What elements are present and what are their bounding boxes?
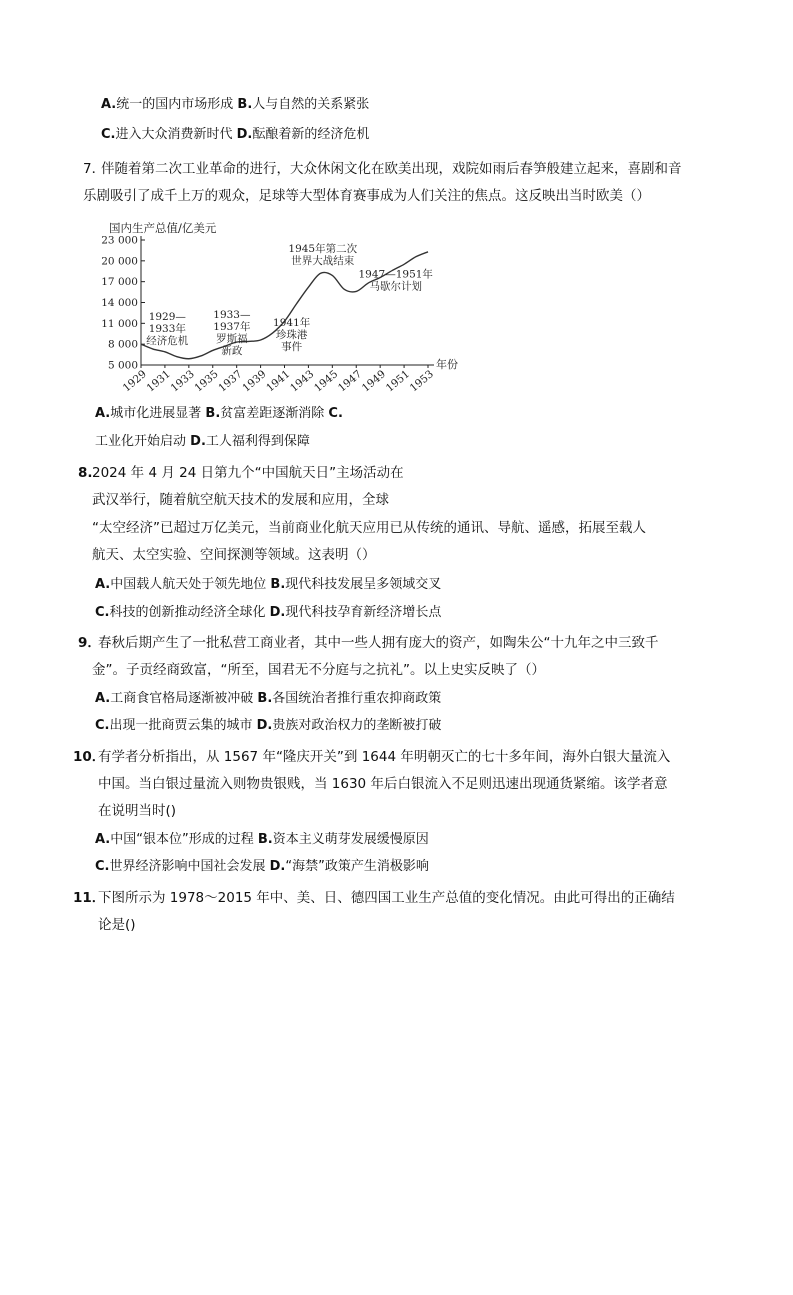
option-a-text: 统一的国内市场形成 — [116, 97, 234, 112]
option-d-text: “海禁”政策产生消极影响 — [285, 859, 429, 874]
option-b-text: 人与自然的关系紧张 — [252, 97, 370, 112]
x-tick-label: 1937 — [216, 368, 245, 395]
x-tick-label: 1951 — [383, 368, 413, 395]
question-11-stem-line-1: 下图所示为 1978～2015 年中、美、日、德四国工业生产总值的变化情况。由此可得出的正确结 — [98, 890, 675, 906]
gdp-line-chart — [90, 218, 470, 396]
chart-annotation — [146, 311, 188, 347]
question-10-stem-line-3: 在说明当时() — [98, 803, 177, 819]
option-label: B. — [257, 832, 273, 847]
x-tick-label: 1939 — [240, 368, 269, 395]
q7-options-line-1 — [95, 405, 343, 423]
option-label: A. — [95, 832, 111, 847]
option-d-text: 现代科技孕育新经济增长点 — [285, 605, 442, 620]
annotation-line: 经济危机 — [146, 334, 189, 347]
option-b-text: 资本主义萌芽发展缓慢原因 — [272, 832, 429, 847]
option-label: C. — [101, 127, 116, 142]
x-tick-label: 1949 — [359, 368, 389, 395]
option-d-text: 工人福利得到保障 — [205, 434, 310, 449]
option-b-text: 贫富差距逐渐消除 — [220, 406, 325, 421]
option-d-text: 酝酿着新的经济危机 — [252, 127, 370, 142]
question-9-stem-line-2: 金”。子贡经商致富，“所至，国君无不分庭与之抗礼”。以上史实反映了（） — [92, 662, 545, 678]
y-tick-label: 14 000 — [101, 297, 138, 309]
question-7-stem-line-2: 乐剧吸引了成千上万的观众，足球等大型体育赛事成为人们关注的焦点。这反映出当时欧美（） — [83, 188, 650, 204]
option-c-text: 出现一批商贾云集的城市 — [109, 718, 253, 733]
option-label: D. — [190, 434, 206, 449]
question-10-stem-line-2: 中国。当白银过量流入则物贵银贱，当 1630 年后白银流入不足则迅速出现通货紧缩。该学者意 — [98, 776, 668, 792]
option-c-text: 进入大众消费新时代 — [115, 127, 233, 142]
question-11-number: 11． — [73, 890, 106, 906]
annotation-line: 1937年 — [213, 320, 251, 333]
chart-annotation — [273, 316, 311, 353]
option-label: A. — [101, 97, 117, 112]
q7-options-line-2 — [95, 433, 310, 451]
option-label: D. — [236, 127, 253, 142]
x-tick-label: 1933 — [168, 368, 197, 395]
question-8-stem-line-2: 武汉举行，随着航空航天技术的发展和应用，全球 — [92, 492, 389, 508]
option-c-text: 工业化开始启动 — [95, 434, 187, 449]
annotation-line: 1947—1951年 — [358, 268, 433, 281]
x-tick-label: 1931 — [144, 368, 173, 395]
annotation-line: 1933年 — [148, 322, 186, 335]
question-11-stem-line-2: 论是() — [98, 917, 136, 933]
annotation-line: 珍珠港 — [275, 329, 308, 342]
q10-options-cd — [95, 858, 429, 876]
chart-annotation — [288, 242, 357, 267]
option-a-text: 中国“银本位”形成的过程 — [110, 832, 254, 847]
option-label: C. — [328, 406, 343, 421]
chart-x-ticks — [121, 357, 458, 394]
y-tick-label: 23 000 — [101, 234, 138, 247]
y-tick-label: 20 000 — [101, 255, 138, 268]
q9-options-ab — [95, 690, 441, 708]
chart-y-ticks — [101, 235, 145, 372]
annotation-line: 事件 — [281, 341, 303, 354]
option-label: D. — [256, 718, 273, 733]
option-label: A. — [95, 691, 111, 706]
option-c-text: 世界经济影响中国社会发展 — [109, 859, 266, 874]
option-label: C. — [95, 718, 110, 733]
question-8-stem-line-4: 航天、太空实验、空间探测等领域。这表明（） — [92, 547, 376, 563]
option-label: A. — [95, 577, 111, 592]
x-tick-label: 1935 — [192, 368, 221, 395]
x-tick-label: 1953 — [407, 368, 436, 395]
q6-options-cd — [101, 126, 369, 144]
question-10-number: 10． — [73, 749, 106, 765]
option-label: B. — [270, 577, 286, 592]
annotation-line: 罗斯福 — [216, 332, 248, 345]
annotation-line: 1945年第二次 — [288, 242, 358, 255]
x-tick-label: 1943 — [288, 368, 317, 395]
y-tick-label: 5 000 — [107, 359, 138, 372]
y-tick-label: 11 000 — [101, 317, 138, 330]
q8-options-ab — [95, 576, 441, 594]
question-9-stem-line-1: 春秋后期产生了一批私营工商业者，其中一些人拥有庞大的资产，如陶朱公“十九年之中三致千 — [98, 635, 659, 651]
option-label: B. — [237, 97, 253, 112]
question-7-stem-line-1: 伴随着第二次工业革命的进行，大众休闲文化在欧美出现，戏院如雨后春笋般建立起来，喜剧和音 — [101, 161, 682, 177]
annotation-line: 世界大战结束 — [291, 254, 355, 267]
x-tick-label: 1941 — [264, 368, 293, 395]
question-8-number: 8. — [78, 465, 93, 481]
chart-annotation — [358, 268, 433, 293]
x-tick-label: 1945 — [312, 368, 341, 395]
option-label: D. — [269, 605, 286, 620]
annotation-line: 1929— — [148, 310, 186, 323]
annotation-line: 1941年 — [273, 317, 311, 330]
question-8-stem-line-1: 2024 年 4 月 24 日第九个“中国航天日”主场活动在 — [92, 465, 404, 481]
option-label: B. — [257, 691, 273, 706]
option-a-text: 中国载人航天处于领先地位 — [110, 577, 267, 592]
y-tick-label: 17 000 — [101, 276, 138, 289]
annotation-line: 新政 — [221, 344, 243, 357]
x-axis-label: 年份 — [436, 358, 458, 371]
option-c-text: 科技的创新推动经济全球化 — [109, 605, 266, 620]
chart-y-axis-label: 国内生产总值/亿美元 — [109, 221, 217, 235]
question-7-number: 7． — [83, 161, 106, 177]
question-10-stem-line-1: 有学者分析指出，从 1567 年“隆庆开关”到 1644 年明朝灭亡的七十多年间，海外白银大量流入 — [98, 749, 671, 765]
option-label: C. — [95, 605, 110, 620]
option-b-text: 各国统治者推行重农抑商政策 — [272, 691, 442, 706]
question-8-stem-line-3: “太空经济”已超过万亿美元，当前商业化航天应用已从传统的通讯、导航、遥感，拓展至载人 — [92, 520, 646, 536]
chart-annotation — [213, 309, 251, 357]
option-label: D. — [269, 859, 286, 874]
y-tick-label: 8 000 — [107, 338, 138, 351]
option-a-text: 城市化进展显著 — [110, 406, 202, 421]
x-tick-label: 1929 — [120, 368, 149, 395]
q6-options-ab — [101, 96, 369, 114]
option-a-text: 工商食官格局逐渐被冲破 — [110, 691, 254, 706]
question-9-number: 9． — [78, 635, 101, 651]
q8-options-cd — [95, 604, 441, 622]
option-label: A. — [95, 406, 111, 421]
q10-options-ab — [95, 831, 429, 849]
x-tick-label: 1947 — [335, 368, 365, 395]
option-d-text: 贵族对政治权力的垄断被打破 — [272, 718, 442, 733]
annotation-line: 1933— — [213, 308, 251, 321]
q9-options-cd — [95, 717, 441, 735]
annotation-line: 马歇尔计划 — [369, 280, 422, 293]
option-label: C. — [95, 859, 110, 874]
option-label: B. — [205, 406, 221, 421]
chart-annotations — [146, 242, 433, 357]
option-b-text: 现代科技发展呈多领域交叉 — [285, 577, 442, 592]
